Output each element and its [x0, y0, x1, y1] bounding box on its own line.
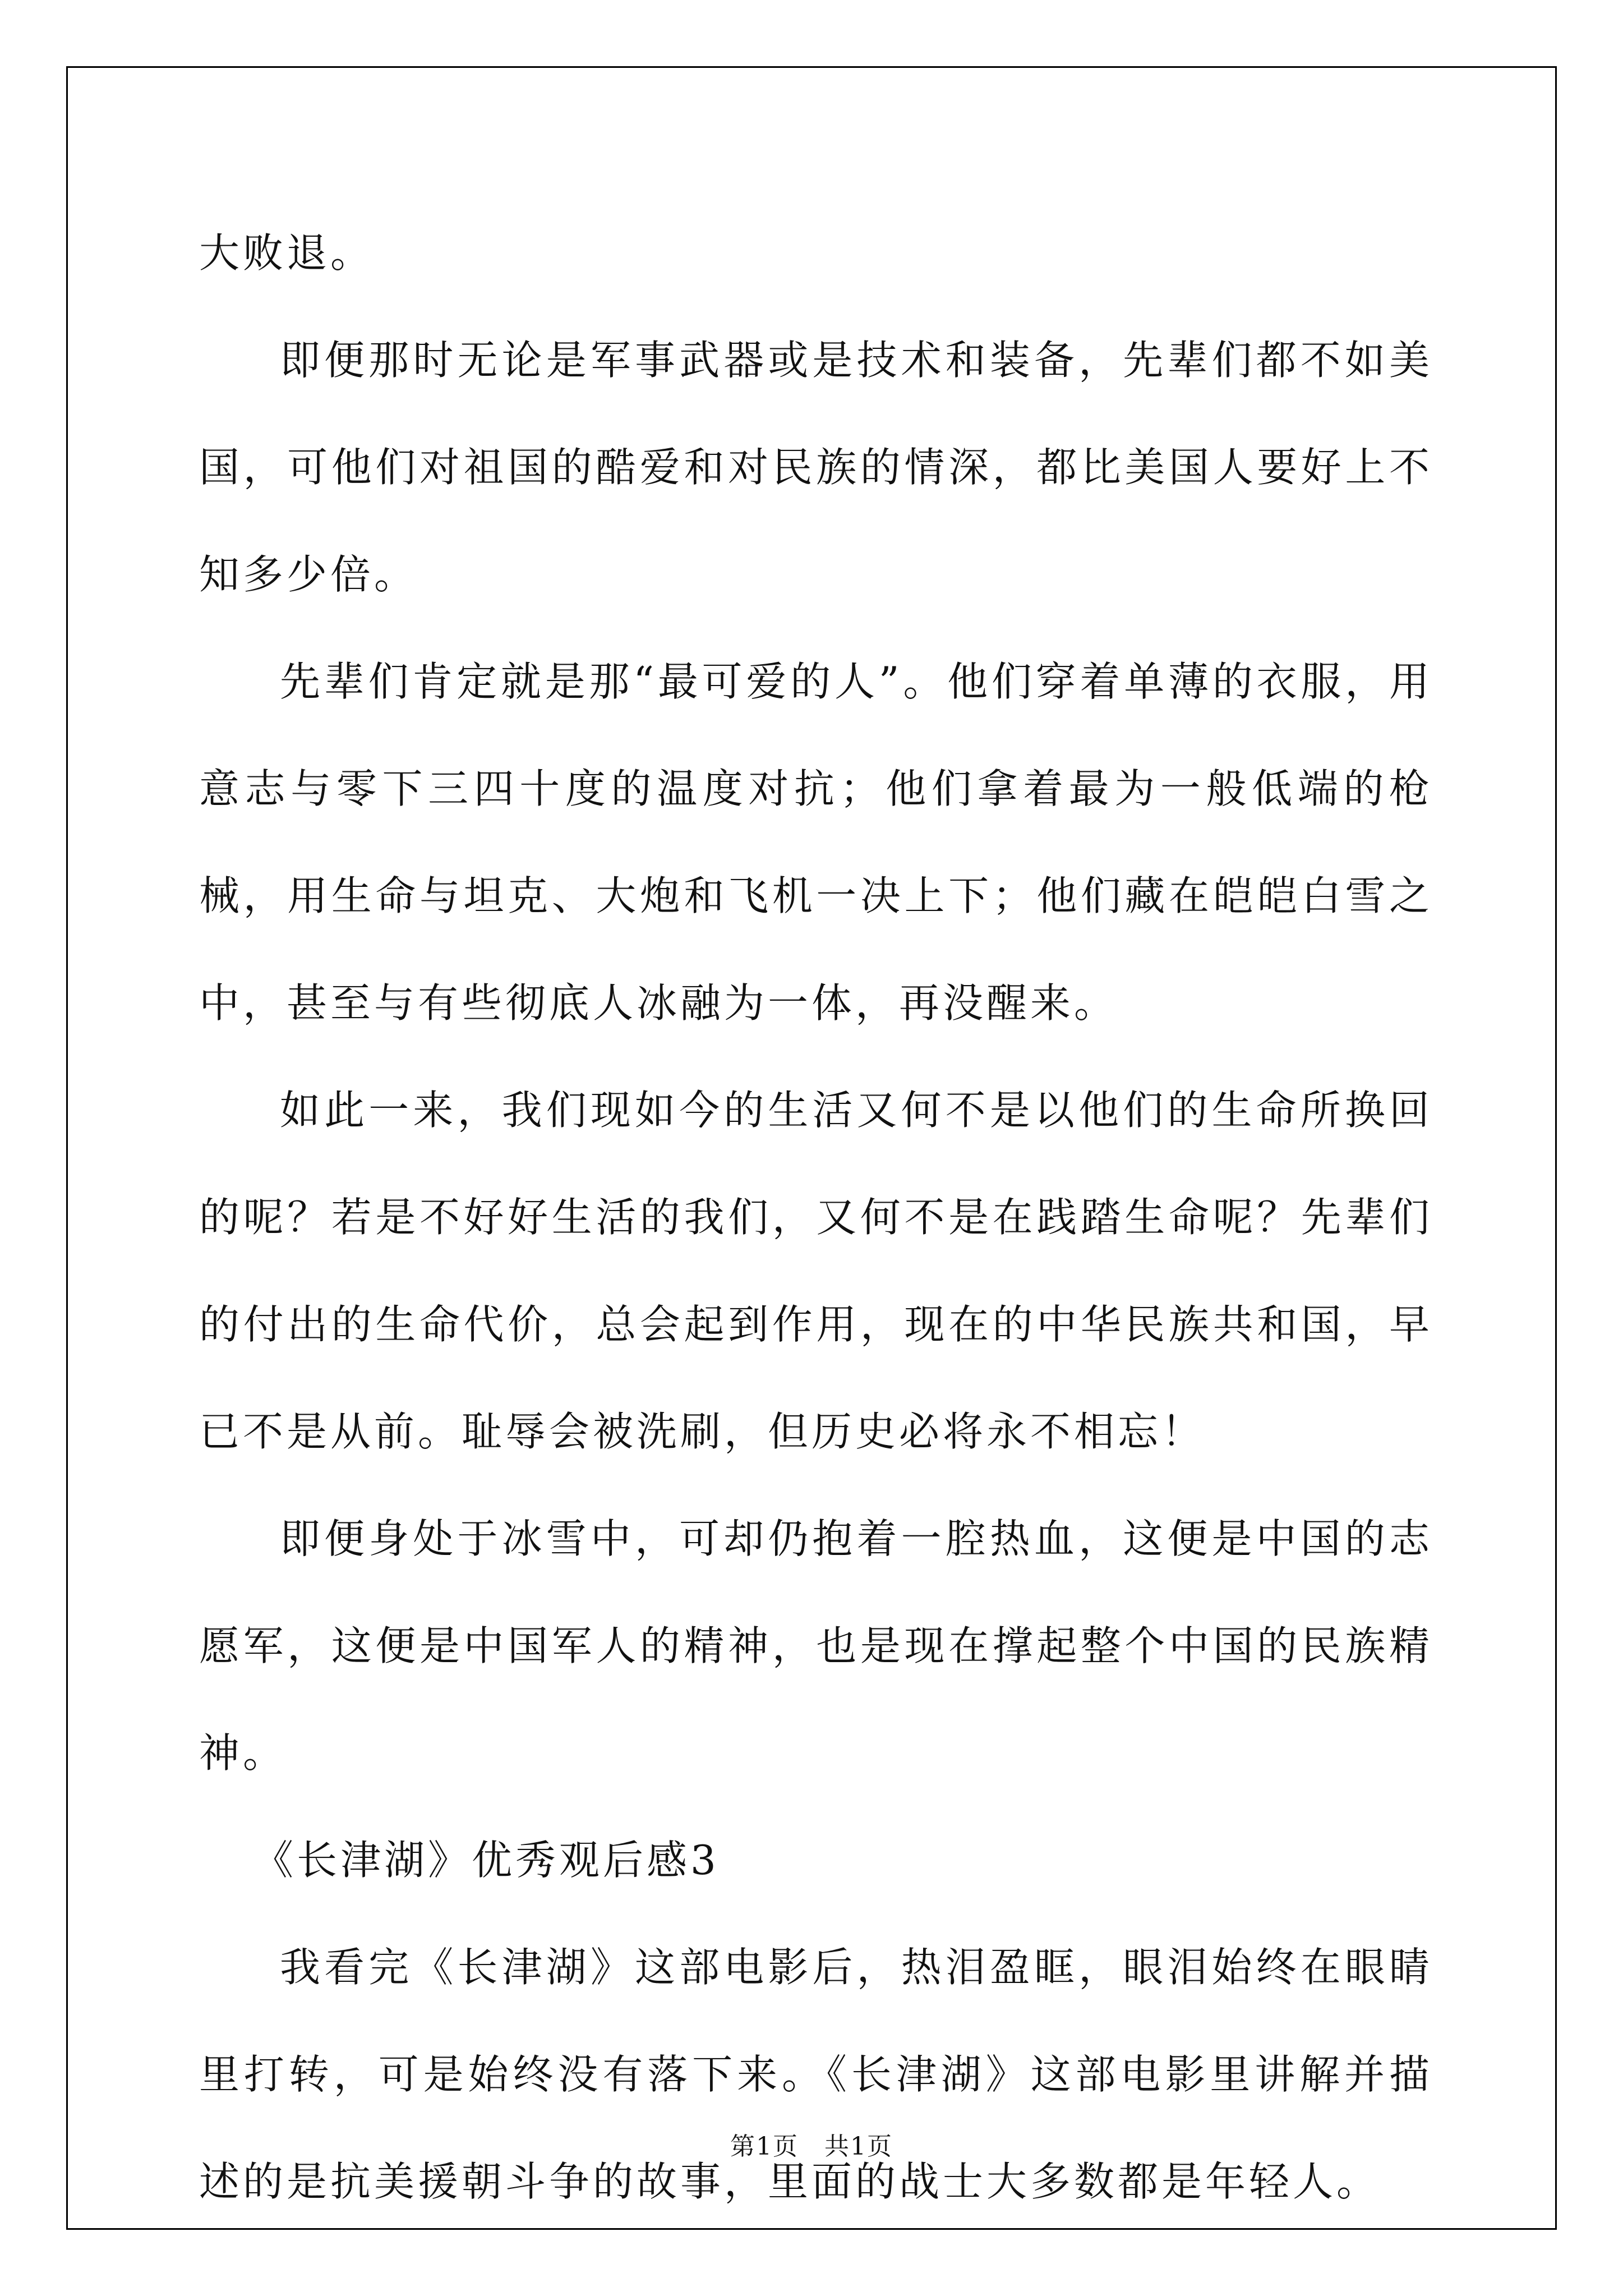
paragraph-continuation: 大败退。 [199, 229, 375, 277]
paragraph: 我看完《长津湖》这部电影后，热泪盈眶，眼泪始终在眼睛里打转，可是始终没有落下来。《长津湖》这部电影里讲解并描述的是抗美援朝斗争的故事，里面的战士大多数都是年轻人。 [199, 1944, 1433, 2205]
section-title: 《长津湖》优秀观后感3 [253, 1837, 720, 1884]
paragraph: 即便身处于冰雪中，可却仍抱着一腔热血，这便是中国的志愿军，这便是中国军人的精神，也是现在撑起整个中国的民族精神。 [199, 1515, 1433, 1777]
page-footer: 第1页 共1页 [730, 2132, 893, 2161]
paragraph: 如此一来，我们现如今的生活又何不是以他们的生命所换回的呢？若是不好好生活的我们，又何不是在践踏生命呢？先辈们的付出的生命代价，总会起到作用，现在的中华民族共和国，早已不是从前。耻辱会被洗刷，但历史必将永不相忘！ [199, 1087, 1433, 1455]
paragraph: 先辈们肯定就是那“最可爱的人”。他们穿着单薄的衣服，用意志与零下三四十度的温度对抗；他们拿着最为一般低端的枪械，用生命与坦克、大炮和飞机一决上下；他们藏在皑皑白雪之中，甚至与有些彻底人冰融为一体，再没醒来。 [199, 658, 1433, 1027]
paragraph: 即便那时无论是军事武器或是技术和装备，先辈们都不如美国，可他们对祖国的酷爱和对民族的情深，都比美国人要好上不知多少倍。 [199, 337, 1433, 598]
document-body [199, 200, 1433, 2235]
